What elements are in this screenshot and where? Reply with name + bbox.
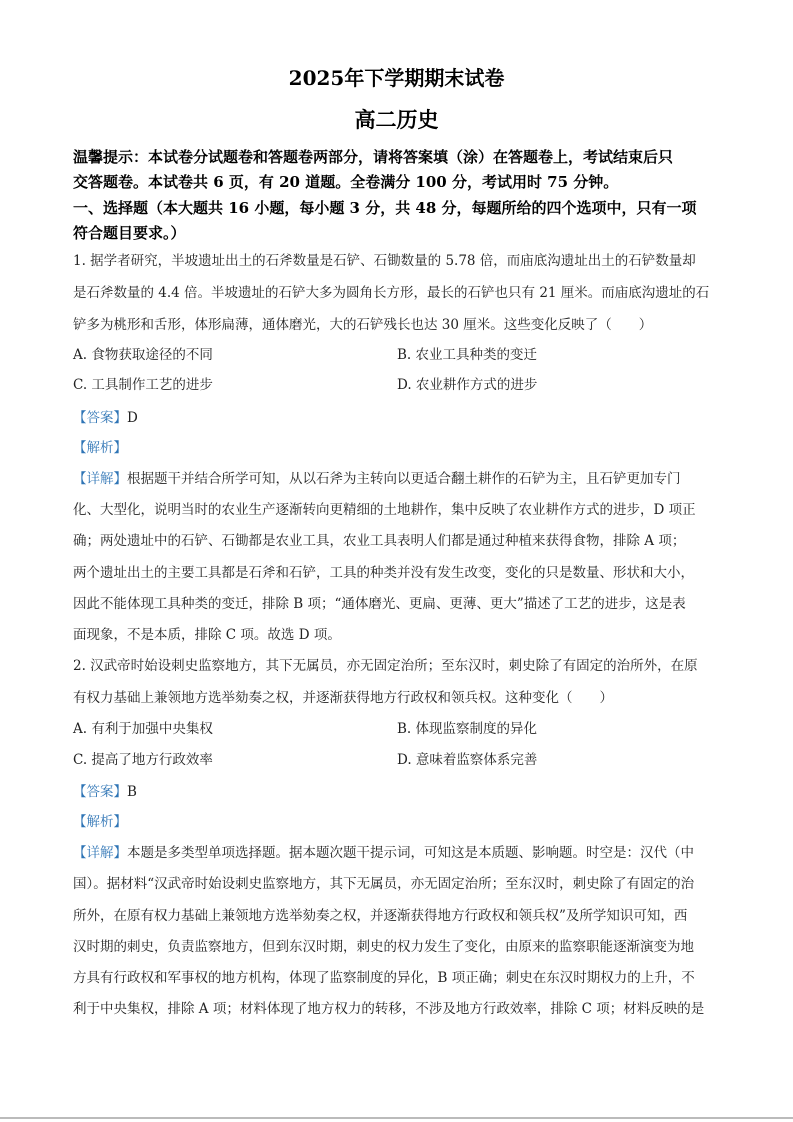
q1-detail: 面现象，不是本质，排除 C 项。故选 D 项。 — [73, 627, 341, 643]
notice-line: 交答题卷。本试卷共 6 页，有 20 道题。全卷满分 100 分，考试用时 75 分钟。 — [73, 173, 619, 191]
q1-analysis-tag — [73, 436, 733, 456]
q2-detail: 国）。据材料“汉武帝时始设刺史监察地方，其下无属员，亦无固定治所；至东汉时，刺史除了有固定的治 — [73, 876, 695, 892]
notice-line: 温馨提示：本试卷分试题卷和答题卷两部分，请将答案填（涂）在答题卷上，考试结束后只 — [73, 148, 674, 166]
question-1-stem: 是石斧数量的 4.4 倍。半坡遗址的石铲大多为圆角长方形，最长的石铲也只有 21 厘米。而庙底沟遗址的石 — [73, 285, 710, 301]
exam-subject: 高二历史 — [354, 107, 439, 132]
q1-option-b: B. 农业工具种类的变迁 — [397, 347, 538, 363]
q2-detail: 利于中央集权，排除 A 项；材料体现了地方权力的转移，不涉及地方行政效率，排除 C 项；材料反映的是 — [73, 1001, 705, 1017]
q1-option-a: A. 食物获取途径的不同 — [73, 347, 213, 363]
detail-text: 本题是多类型单项选择题。据本题次题干提示词，可知这是本质题、影响题。时空是：汉代（中 — [127, 845, 694, 861]
analysis-tag: 【解析】 — [73, 440, 127, 456]
section-heading: 一、选择题（本大题共 16 小题，每小题 3 分，共 48 分，每题所给的四个选项中，只有一项 — [73, 199, 697, 217]
answer-tag: 【答案】 — [73, 410, 127, 426]
exam-title: 2025年下学期期末试卷 — [288, 66, 505, 90]
q2-detail — [73, 841, 733, 861]
analysis-tag: 【解析】 — [73, 814, 127, 830]
detail-tag: 【详解】 — [73, 471, 127, 487]
q2-detail: 方具有行政权和军事权的地方机构，体现了监察制度的异化，B 项正确；刺史在东汉时期权力的上升，不 — [73, 970, 695, 986]
answer-value: D — [127, 410, 138, 426]
q2-option-d: D. 意味着监察体系完善 — [397, 752, 538, 768]
question-1-stem: 1. 据学者研究，半坡遗址出土的石斧数量是石铲、石锄数量的 5.78 倍，而庙底沟遗址出土的石铲数量却 — [73, 253, 696, 269]
q2-answer — [73, 780, 733, 800]
q1-detail: 两个遗址出土的主要工具都是石斧和石铲，工具的种类并没有发生改变，变化的只是数量、形状和大小， — [73, 565, 694, 581]
detail-text: 根据题干并结合所学可知，从以石斧为主转向以更适合翻土耕作的石铲为主，且石铲更加专门 — [127, 471, 681, 487]
q1-answer — [73, 406, 733, 426]
q2-detail: 汉时期的刺史，负责监察地方，但到东汉时期，刺史的权力发生了变化，由原来的监察职能逐渐演变为地 — [73, 939, 694, 955]
answer-value: B — [127, 784, 137, 800]
q2-option-a: A. 有利于加强中央集权 — [73, 721, 213, 737]
q1-detail — [73, 467, 733, 487]
q1-detail: 确；两处遗址中的石铲、石锄都是农业工具，农业工具表明人们都是通过种植来获得食物，排除 A 项； — [73, 533, 686, 549]
q1-detail: 因此不能体现工具种类的变迁，排除 B 项；“通体磨光、更扁、更薄、更大”描述了工艺的进步，这是表 — [73, 596, 686, 612]
answer-tag: 【答案】 — [73, 784, 127, 800]
q1-detail: 化、大型化，说明当时的农业生产逐渐转向更精细的土地耕作，集中反映了农业耕作方式的进步，D 项正 — [73, 502, 696, 518]
detail-tag: 【详解】 — [73, 845, 127, 861]
q1-option-c: C. 工具制作工艺的进步 — [73, 377, 213, 393]
page-bottom-divider — [0, 1117, 793, 1119]
q2-analysis-tag — [73, 810, 733, 830]
section-heading: 符合题目要求。） — [73, 224, 186, 242]
question-1-stem: 铲多为桃形和舌形，体形扁薄，通体磨光，大的石铲残长也达 30 厘米。这些变化反映了（ ） — [73, 317, 653, 333]
q2-option-b: B. 体现监察制度的异化 — [397, 721, 538, 737]
q1-option-d: D. 农业耕作方式的进步 — [397, 377, 538, 393]
q2-detail: 所外，在原有权力基础上兼领地方选举劾奏之权，并逐渐获得地方行政权和领兵权”及所学知识可知，西 — [73, 908, 688, 924]
question-2-stem: 2. 汉武帝时始设刺史监察地方，其下无属员，亦无固定治所；至东汉时，刺史除了有固定的治所外，在原 — [73, 658, 698, 674]
q2-option-c: C. 提高了地方行政效率 — [73, 752, 213, 768]
question-2-stem: 有权力基础上兼领地方选举劾奏之权，并逐渐获得地方行政权和领兵权。这种变化（ ） — [73, 690, 613, 706]
